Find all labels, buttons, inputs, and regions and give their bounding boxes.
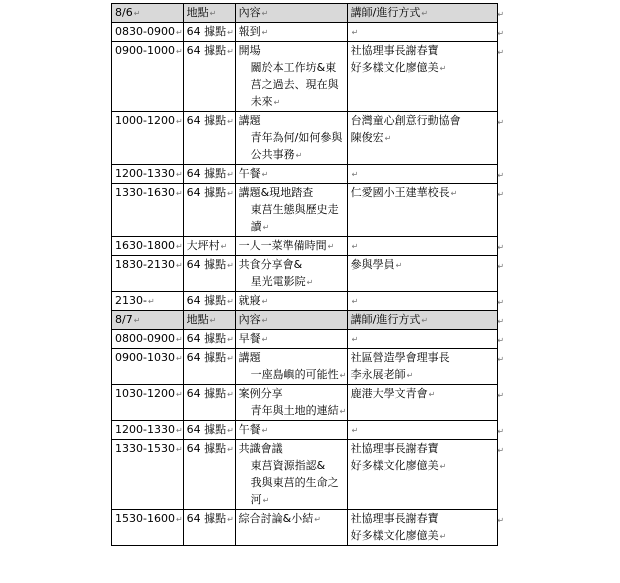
cell-text: 0900-1030 (115, 351, 175, 364)
time-cell (112, 510, 184, 546)
time-cell (112, 349, 184, 385)
location-cell (183, 165, 235, 184)
cell-text: 8/7 (115, 313, 133, 326)
location-cell (183, 184, 235, 237)
time-cell (112, 165, 184, 184)
time-cell (112, 421, 184, 440)
table-header-row (112, 311, 498, 330)
speaker-cell (347, 330, 505, 349)
content-line: 青年與土地的連結 (250, 404, 339, 417)
paragraph-mark: ↵ (175, 261, 183, 270)
paragraph-mark: ↵ (314, 515, 321, 524)
table-row (112, 330, 498, 349)
time-cell (112, 42, 184, 112)
paragraph-mark: ↵ (175, 242, 183, 251)
speaker-line: 社區營造學會理事長 (350, 351, 450, 364)
cell-text: 1330-1630 (115, 186, 175, 199)
speaker-line: 社協理事長謝春寶 (350, 44, 439, 57)
speaker-line: 社協理事長謝春寶 (350, 512, 439, 525)
cell-text: 1200-1330 (115, 423, 175, 436)
paragraph-mark: ↵ (351, 170, 359, 179)
paragraph-mark: ↵ (227, 28, 234, 37)
location-cell (183, 292, 235, 311)
time-cell (112, 23, 184, 42)
paragraph-mark: ↵ (227, 47, 234, 56)
paragraph-mark: ↵ (439, 462, 447, 471)
content-line: 青年為何/如何參與 (250, 131, 343, 144)
paragraph-mark: ↵ (227, 515, 234, 524)
content-line: 河 (250, 493, 262, 506)
location-cell (183, 421, 235, 440)
paragraph-mark: ↵ (406, 371, 414, 380)
row-end-mark: ↵ (497, 427, 505, 436)
paragraph-mark: ↵ (261, 297, 269, 306)
content-cell (235, 510, 347, 546)
paragraph-mark: ↵ (175, 189, 183, 198)
paragraph-mark: ↵ (227, 390, 234, 399)
cell-text: 64 據點 (186, 186, 227, 199)
cell-text: 2130- (115, 294, 147, 307)
content-cell (235, 23, 347, 42)
content-line: 綜合討論&小結 (238, 512, 314, 525)
speaker-line: 陳俊宏 (350, 131, 384, 144)
speaker-cell (347, 385, 505, 421)
content-cell (235, 421, 347, 440)
paragraph-mark: ↵ (273, 98, 281, 107)
row-end-mark: ↵ (497, 118, 505, 127)
time-cell (112, 330, 184, 349)
time-cell (112, 112, 184, 165)
table-row (112, 184, 498, 237)
time-cell (112, 385, 184, 421)
cell-text: 0900-1000 (115, 44, 175, 57)
paragraph-mark: ↵ (220, 242, 228, 251)
content-line: 未來 (250, 95, 273, 108)
location-cell (183, 330, 235, 349)
location-cell (183, 23, 235, 42)
cell-text: 64 據點 (186, 114, 227, 127)
paragraph-mark: ↵ (227, 189, 234, 198)
location-cell (183, 385, 235, 421)
cell-text: 64 據點 (186, 25, 227, 38)
paragraph-mark: ↵ (175, 445, 183, 454)
paragraph-mark: ↵ (175, 354, 183, 363)
paragraph-mark: ↵ (428, 390, 436, 399)
speaker-line: 好多樣文化廖億美 (350, 459, 439, 472)
cell-text: 64 據點 (186, 351, 227, 364)
cell-text: 64 據點 (186, 423, 227, 436)
speaker-line: 鹿港大學文青會 (350, 387, 428, 400)
cell-text: 64 據點 (186, 512, 227, 525)
paragraph-mark: ↵ (227, 170, 234, 179)
cell-text: 1330-1530 (115, 442, 175, 455)
speaker-cell (347, 510, 505, 546)
paragraph-mark: ↵ (261, 316, 269, 325)
location-cell (183, 112, 235, 165)
paragraph-mark: ↵ (175, 390, 183, 399)
content-cell (235, 385, 347, 421)
content-line: 共食分享會& (238, 258, 303, 271)
cell-text: 大坪村 (186, 239, 220, 252)
date-cell (112, 4, 184, 23)
location-cell (183, 440, 235, 510)
row-end-mark: ↵ (497, 262, 505, 271)
cell-text: 0800-0900 (115, 332, 175, 345)
cell-text: 64 據點 (186, 387, 227, 400)
table-row (112, 349, 498, 385)
location-cell (183, 510, 235, 546)
table-row (112, 165, 498, 184)
paragraph-mark: ↵ (133, 316, 141, 325)
cell-text: 64 據點 (186, 332, 227, 345)
content-line: 東莒生態與歷史走 (250, 203, 339, 216)
cell-text: 64 據點 (186, 442, 227, 455)
content-cell (235, 349, 347, 385)
paragraph-mark: ↵ (351, 28, 359, 37)
speaker-cell (347, 349, 505, 385)
content-line: 講題 (238, 114, 261, 127)
content-cell (235, 311, 347, 330)
content-line: 關於本工作坊&東 (250, 61, 337, 74)
table-header-row (112, 4, 498, 23)
cell-text: 1830-2130 (115, 258, 175, 271)
row-end-mark: ↵ (497, 48, 505, 57)
content-cell (235, 184, 347, 237)
content-cell (235, 330, 347, 349)
speaker-line: 參與學員 (350, 258, 395, 271)
cell-text: 1000-1200 (115, 114, 175, 127)
content-line: 午餐 (238, 423, 261, 436)
speaker-cell (347, 421, 505, 440)
cell-text: 64 據點 (186, 44, 227, 57)
row-end-mark: ↵ (497, 29, 505, 38)
time-cell (112, 256, 184, 292)
cell-text: 64 據點 (186, 294, 227, 307)
content-line: 一人一菜準備時間 (238, 239, 327, 252)
paragraph-mark: ↵ (147, 297, 155, 306)
paragraph-mark: ↵ (339, 371, 347, 380)
paragraph-mark: ↵ (227, 354, 234, 363)
table-row (112, 256, 498, 292)
paragraph-mark: ↵ (209, 316, 217, 325)
content-cell (235, 112, 347, 165)
time-cell (112, 237, 184, 256)
content-line: 讀 (250, 220, 262, 233)
paragraph-mark: ↵ (262, 223, 270, 232)
row-end-mark: ↵ (497, 190, 505, 199)
time-cell (112, 292, 184, 311)
paragraph-mark: ↵ (227, 117, 234, 126)
row-end-mark: ↵ (497, 336, 505, 345)
content-line: 內容 (238, 6, 261, 19)
content-cell (235, 440, 347, 510)
content-line: 共識會議 (238, 442, 283, 455)
paragraph-mark: ↵ (421, 316, 429, 325)
speaker-line: 台灣童心創意行動協會 (350, 114, 461, 127)
row-end-mark: ↵ (497, 10, 505, 19)
paragraph-mark: ↵ (351, 297, 359, 306)
schedule-document (111, 3, 505, 546)
table-row (112, 292, 498, 311)
cell-text: 64 據點 (186, 258, 227, 271)
paragraph-mark: ↵ (175, 117, 183, 126)
paragraph-mark: ↵ (384, 134, 392, 143)
content-line: 講題&現地踏查 (238, 186, 314, 199)
cell-text: 1200-1330 (115, 167, 175, 180)
paragraph-mark: ↵ (175, 170, 183, 179)
speaker-cell (347, 311, 505, 330)
speaker-cell (347, 440, 505, 510)
content-cell (235, 292, 347, 311)
speaker-line: 仁愛國小王建華校長 (350, 186, 450, 199)
content-line: 我與東莒的生命之 (250, 476, 339, 489)
speaker-line: 好多樣文化廖億美 (350, 529, 439, 542)
paragraph-mark: ↵ (395, 261, 403, 270)
paragraph-mark: ↵ (209, 9, 217, 18)
speaker-line: 李永展老師 (350, 368, 406, 381)
content-cell (235, 4, 347, 23)
paragraph-mark: ↵ (133, 9, 141, 18)
row-end-mark: ↵ (497, 355, 505, 364)
table-row (112, 237, 498, 256)
time-cell (112, 184, 184, 237)
table-row (112, 42, 498, 112)
speaker-cell (347, 256, 505, 292)
paragraph-mark: ↵ (175, 28, 183, 37)
speaker-cell (347, 42, 505, 112)
table-row (112, 440, 498, 510)
content-line: 講題 (238, 351, 261, 364)
paragraph-mark: ↵ (262, 496, 270, 505)
paragraph-mark: ↵ (295, 151, 303, 160)
content-line: 星光電影院 (250, 275, 306, 288)
content-cell (235, 165, 347, 184)
row-end-mark: ↵ (497, 298, 505, 307)
content-line: 內容 (238, 313, 261, 326)
content-cell (235, 42, 347, 112)
table-row (112, 510, 498, 546)
speaker-line: 社協理事長謝春寶 (350, 442, 439, 455)
cell-text: 1030-1200 (115, 387, 175, 400)
paragraph-mark: ↵ (227, 261, 234, 270)
date-cell (112, 311, 184, 330)
cell-text: 1530-1600 (115, 512, 175, 525)
cell-text: 64 據點 (186, 167, 227, 180)
paragraph-mark: ↵ (439, 532, 447, 541)
speaker-cell (347, 165, 505, 184)
speaker-cell (347, 4, 505, 23)
table-row (112, 23, 498, 42)
speaker-cell (347, 184, 505, 237)
paragraph-mark: ↵ (339, 407, 347, 416)
content-line: 公共事務 (250, 148, 295, 161)
paragraph-mark: ↵ (261, 426, 269, 435)
content-line: 開場 (238, 44, 261, 57)
row-end-mark: ↵ (497, 391, 505, 400)
speaker-line: 好多樣文化廖億美 (350, 61, 439, 74)
row-end-mark: ↵ (497, 171, 505, 180)
paragraph-mark: ↵ (227, 335, 234, 344)
row-end-mark: ↵ (497, 317, 505, 326)
content-line: 一座島嶼的可能性 (250, 368, 339, 381)
row-end-mark: ↵ (497, 446, 505, 455)
content-line: 早餐 (238, 332, 261, 345)
speaker-cell (347, 237, 505, 256)
speaker-cell (347, 112, 505, 165)
content-cell (235, 237, 347, 256)
paragraph-mark: ↵ (306, 278, 314, 287)
paragraph-mark: ↵ (175, 515, 183, 524)
paragraph-mark: ↵ (261, 335, 269, 344)
cell-text: 地點 (186, 6, 209, 19)
location-cell (183, 256, 235, 292)
paragraph-mark: ↵ (175, 335, 183, 344)
speaker-line: 講師/進行方式 (350, 6, 421, 19)
paragraph-mark: ↵ (175, 47, 183, 56)
paragraph-mark: ↵ (227, 445, 234, 454)
content-line: 東莒資源指認& (250, 459, 326, 472)
paragraph-mark: ↵ (227, 426, 234, 435)
content-line: 就寢 (238, 294, 261, 307)
location-cell (183, 237, 235, 256)
paragraph-mark: ↵ (439, 64, 447, 73)
paragraph-mark: ↵ (421, 9, 429, 18)
cell-text: 8/6 (115, 6, 133, 19)
paragraph-mark: ↵ (351, 426, 359, 435)
cell-text: 地點 (186, 313, 209, 326)
table-row (112, 385, 498, 421)
row-end-mark: ↵ (497, 243, 505, 252)
location-cell (183, 349, 235, 385)
paragraph-mark: ↵ (261, 28, 269, 37)
cell-text: 1630-1800 (115, 239, 175, 252)
content-cell (235, 256, 347, 292)
speaker-cell (347, 292, 505, 311)
row-end-mark: ↵ (497, 516, 505, 525)
paragraph-mark: ↵ (327, 242, 335, 251)
paragraph-mark: ↵ (175, 426, 183, 435)
speaker-cell (347, 23, 505, 42)
table-row (112, 112, 498, 165)
paragraph-mark: ↵ (351, 335, 359, 344)
paragraph-mark: ↵ (261, 9, 269, 18)
speaker-line: 講師/進行方式 (350, 313, 421, 326)
location-cell (183, 42, 235, 112)
content-line: 報到 (238, 25, 261, 38)
schedule-table (111, 3, 505, 546)
paragraph-mark: ↵ (351, 242, 359, 251)
table-row (112, 421, 498, 440)
content-line: 莒之過去、現在與 (250, 78, 339, 91)
paragraph-mark: ↵ (261, 170, 269, 179)
paragraph-mark: ↵ (227, 297, 234, 306)
time-cell (112, 440, 184, 510)
paragraph-mark: ↵ (450, 189, 458, 198)
content-line: 案例分享 (238, 387, 283, 400)
cell-text: 0830-0900 (115, 25, 175, 38)
location-cell (183, 4, 235, 23)
content-line: 午餐 (238, 167, 261, 180)
location-cell (183, 311, 235, 330)
